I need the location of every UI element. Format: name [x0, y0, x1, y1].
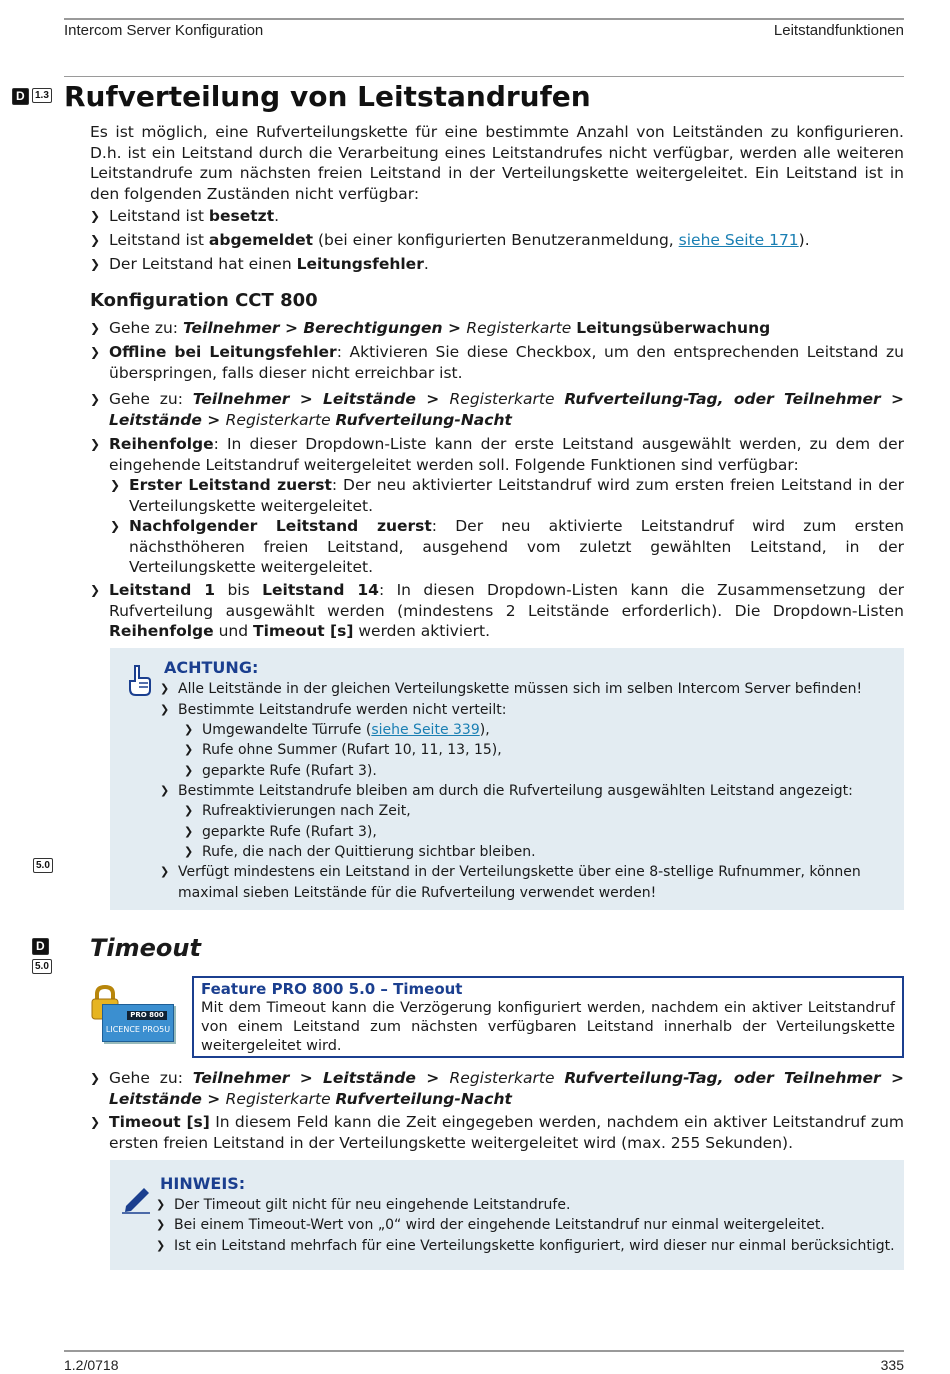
list-item: ❯ Umgewandelte Türrufe (siehe Seite 339), — [184, 720, 900, 741]
chevron-right-icon: ❯ — [90, 209, 101, 223]
chevron-right-icon: ❯ — [90, 345, 101, 359]
chevron-right-icon: ❯ — [156, 1218, 166, 1231]
header-top-rule — [64, 18, 904, 20]
list-item: ❯ Offline bei Leitungsfehler: Aktivieren Sie diese Checkbox, um den entsprechenden Leitstand zu überspringen, falls dieser nicht erreichbar ist. — [90, 343, 904, 382]
list-item: ❯ Rufreaktivierungen nach Zeit, — [184, 801, 900, 822]
link-page-171[interactable]: siehe Seite 171 — [678, 231, 799, 249]
pencil-icon — [120, 1180, 154, 1214]
footer-rule — [64, 1350, 904, 1352]
badge-version-1-3: 1.3 — [32, 88, 52, 103]
chevron-right-icon: ❯ — [90, 1115, 101, 1129]
list-item: ❯ Gehe zu: Teilnehmer > Leitstände > Registerkarte Rufverteilung-Tag, oder Teilnehmer > Leitstände > Registerkarte Rufverteilung-Nacht — [90, 1069, 904, 1108]
chevron-right-icon: ❯ — [156, 1239, 166, 1252]
badge-version-5-0: 5.0 — [32, 959, 52, 974]
section-heading-timeout: Timeout — [90, 934, 201, 962]
chevron-right-icon: ❯ — [160, 703, 170, 716]
chevron-right-icon: ❯ — [90, 321, 101, 335]
chevron-right-icon: ❯ — [156, 1198, 166, 1211]
list-item: ❯ Bestimmte Leitstandrufe werden nicht verteilt: — [160, 700, 900, 721]
list-item: ❯ Bei einem Timeout-Wert von „0“ wird der eingehende Leitstandruf nur einmal weitergeleitet. — [156, 1215, 896, 1236]
feature-box — [192, 976, 904, 1058]
hinweis-note — [110, 1160, 904, 1270]
chevron-right-icon: ❯ — [90, 583, 101, 597]
chevron-right-icon: ❯ — [90, 233, 101, 247]
badge-d: D — [32, 938, 49, 955]
pointing-hand-icon — [126, 664, 152, 698]
achtung-title: ACHTUNG: — [164, 658, 259, 677]
list-item: ❯ Reihenfolge: In dieser Dropdown-Liste kann der erste Leitstand ausgewählt werden, zu dem der eingehende Leitstandruf weitergeleitet werden soll. Folgende Funktionen sind verfügbar: — [90, 435, 904, 474]
page-title: Rufverteilung von Leitstandrufen — [64, 80, 591, 113]
list-item: ❯ Der Timeout gilt nicht für neu eingehende Leitstandrufe. — [156, 1195, 896, 1216]
list-item: ❯ Leitstand 1 bis Leitstand 14: In diesen Dropdown-Listen kann die Zusammensetzung der Rufverteilung ausgewählt werden (mindestens 2 Leitstände erforderlich). Die Dropdown-Listen Reihenfolge und Timeout [s] werden aktiviert. — [90, 581, 905, 640]
list-item: ❯ Gehe zu: Teilnehmer > Leitstände > Registerkarte Rufverteilung-Tag, oder Teilnehmer > Leitstände > Registerkarte Rufverteilung-Nacht — [90, 390, 904, 429]
feature-title: Feature PRO 800 5.0 – Timeout — [201, 980, 463, 998]
badge-version-5-0: 5.0 — [33, 858, 53, 873]
chevron-right-icon: ❯ — [90, 437, 101, 451]
chevron-right-icon: ❯ — [160, 682, 170, 695]
list-item: ❯ geparkte Rufe (Rufart 3). — [184, 761, 900, 782]
chevron-right-icon: ❯ — [184, 764, 194, 777]
list-item: ❯ Leitstand ist besetzt. — [90, 207, 280, 225]
chevron-right-icon: ❯ — [160, 865, 170, 878]
chevron-right-icon: ❯ — [184, 723, 194, 736]
list-item: ❯ Gehe zu: Teilnehmer > Berechtigungen > Registerkarte Leitungsüberwachung — [90, 319, 771, 337]
list-item: ❯ Rufe, die nach der Quittierung sichtbar bleiben. — [184, 842, 900, 863]
chevron-right-icon: ❯ — [184, 825, 194, 838]
list-item: ❯ Der Leitstand hat einen Leitungsfehler. — [90, 255, 429, 273]
chevron-right-icon: ❯ — [184, 845, 194, 858]
intro-paragraph: Es ist möglich, eine Rufverteilungskette für eine bestimmte Anzahl von Leitständen zu konfigurieren. D.h. ist ein Leitstand durch die Verarbeitung eines Leitstandrufes nicht verfügbar, werden alle weiteren Leitstandrufe zum nächsten freien Leitstand in der Verteilungskette weitergeleitet. Ein Leitstand ist in den folgenden Zuständen nicht verfügbar: — [90, 123, 904, 203]
list-item: ❯ Ist ein Leitstand mehrfach für eine Verteilungskette konfiguriert, wird dieser nur einmal berücksichtigt. — [156, 1236, 896, 1257]
footer-version: 1.2/0718 — [64, 1357, 119, 1373]
list-item: ❯ Leitstand ist abgemeldet (bei einer konfigurierten Benutzeranmeldung, siehe Seite 171). — [90, 231, 810, 249]
hinweis-title: HINWEIS: — [160, 1174, 246, 1193]
chevron-right-icon: ❯ — [90, 257, 101, 271]
chevron-right-icon: ❯ — [90, 392, 101, 406]
header-bottom-rule — [64, 76, 904, 77]
list-item: ❯ Rufe ohne Summer (Rufart 10, 11, 13, 15), — [184, 740, 900, 761]
license-badge-top: PRO 800 — [127, 1011, 167, 1020]
list-item: ❯ Nachfolgender Leitstand zuerst: Der neu aktivierte Leitstandruf wird zum ersten nächsthöheren freien Leitstand, ausgehend vom zuletzt gewählten Leitstand, in der Verteilungskette weitergeleitet. — [110, 517, 904, 576]
list-item: ❯ Timeout [s] In diesem Feld kann die Zeit eingegeben werden, nachdem ein aktiver Leitstandruf zum ersten freien Leitstand in der Verteilungskette weitergeleitet wird (max. 255 Sekunden). — [90, 1113, 904, 1152]
chevron-right-icon: ❯ — [184, 804, 194, 817]
header-right: Leitstandfunktionen — [773, 22, 904, 39]
chevron-right-icon: ❯ — [184, 743, 194, 756]
achtung-note — [110, 648, 904, 910]
page-number: 335 — [880, 1357, 904, 1373]
list-item: ❯ Erster Leitstand zuerst: Der neu aktivierter Leitstandruf wird zum ersten freien Leitstand in der Verteilungskette weitergeleitet. — [110, 476, 904, 515]
license-badge-bottom: LICENCE PRO5U — [105, 1025, 171, 1034]
feature-text: Mit dem Timeout kann die Verzögerung konfiguriert werden, nachdem ein aktiver Leitstandruf von einem Leitstand zum nächsten verfügbaren Leitstand innerhalb der Verteilungskette weitergeleitet wird. — [201, 1000, 895, 1054]
badge-d: D — [12, 88, 29, 105]
list-item: ❯ Verfügt mindestens ein Leitstand in der Verteilungskette über eine 8-stellige Rufnummer, können maximal sieben Leitstände für die Rufverteilung verwendet werden! — [160, 864, 861, 901]
header-left: Intercom Server Konfiguration — [64, 22, 264, 39]
list-item: ❯ Bestimmte Leitstandrufe bleiben am durch die Rufverteilung ausgewählten Leitstand angezeigt: — [160, 781, 900, 802]
section-heading-config: Konfiguration CCT 800 — [90, 290, 318, 311]
chevron-right-outline-icon: ❯ — [110, 519, 121, 533]
list-item: ❯ Alle Leitstände in der gleichen Verteilungskette müssen sich im selben Intercom Server befinden! — [160, 679, 900, 700]
chevron-right-outline-icon: ❯ — [110, 478, 121, 492]
chevron-right-icon: ❯ — [160, 784, 170, 797]
link-page-339[interactable]: siehe Seite 339 — [371, 722, 480, 738]
list-item: ❯ geparkte Rufe (Rufart 3), — [184, 822, 900, 843]
chevron-right-icon: ❯ — [90, 1071, 101, 1085]
license-lock-icon — [90, 984, 172, 1044]
